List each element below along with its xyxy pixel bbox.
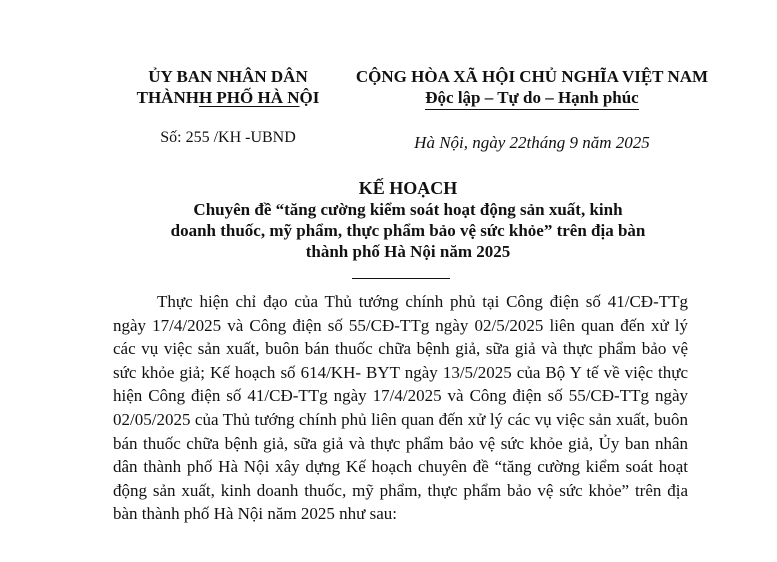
title-divider: [352, 278, 450, 279]
body-paragraph: Thực hiện chỉ đạo của Thủ tướng chính phủ tại Công điện số 41/CĐ-TTg ngày 17/4/2025 và Công điện số 55/CĐ-TTg ngày 02/5/2025 liên quan đến xử lý các vụ việc sản xuất, buôn bán thuốc chữa bệnh giả, sữa giả và thực phẩm bảo vệ sức khỏe giả; Kế hoạch số 614/KH- BYT ngày 13/5/2025 của Bộ Y tế về việc thực hiện Công điện số 41/CĐ-TTg ngày 17/4/2025 và Công điện số 55/CĐ-TTg ngày 02/05/2025 của Thủ tướng chính phủ liên quan đến xử lý các vụ việc sản xuất, buôn bán thuốc chữa bệnh giả, sữa giả và thực phẩm bảo vệ sức khỏe giả, Ủy ban nhân dân thành phố Hà Nội xây dựng Kế hoạch chuyên đề “tăng cường kiểm soát hoạt động sản xuất, kinh doanh thuốc, mỹ phẩm, thực phẩm bảo vệ sức khỏe” trên địa bàn thành phố Hà Nội năm 2025 như sau:: [113, 292, 688, 524]
national-header: [352, 66, 712, 110]
title-line-3: thành phố Hà Nội năm 2025: [305, 242, 511, 261]
authority-line-2-prefix: THÀNH: [136, 88, 199, 107]
authority-line-1: ỦY BAN NHÂN DÂN: [148, 67, 308, 86]
authority-line-2: [118, 87, 338, 108]
title-line-1: Chuyên đề “tăng cường kiểm soát hoạt động sản xuất, kinh: [193, 200, 623, 219]
authority-line-2-underlined: H PHỐ HÀ N: [198, 88, 300, 107]
national-motto: Độc lập – Tự do – Hạnh phúc: [425, 87, 638, 110]
document-type-heading: KẾ HOẠCH: [358, 178, 458, 198]
national-title: CỘNG HÒA XÃ HỘI CHỦ NGHĨA VIỆT NAM: [355, 67, 709, 86]
title-line-2: doanh thuốc, mỹ phẩm, thực phẩm bảo vệ sức khỏe” trên địa bàn: [170, 221, 646, 240]
issuing-authority: [118, 66, 338, 108]
document-title: [118, 178, 698, 262]
place-and-date: Hà Nội, ngày 22tháng 9 năm 2025: [414, 133, 650, 152]
document-number: Số: 255 /KH -UBND: [160, 129, 296, 146]
authority-line-2-suffix: ỘI: [299, 88, 320, 107]
